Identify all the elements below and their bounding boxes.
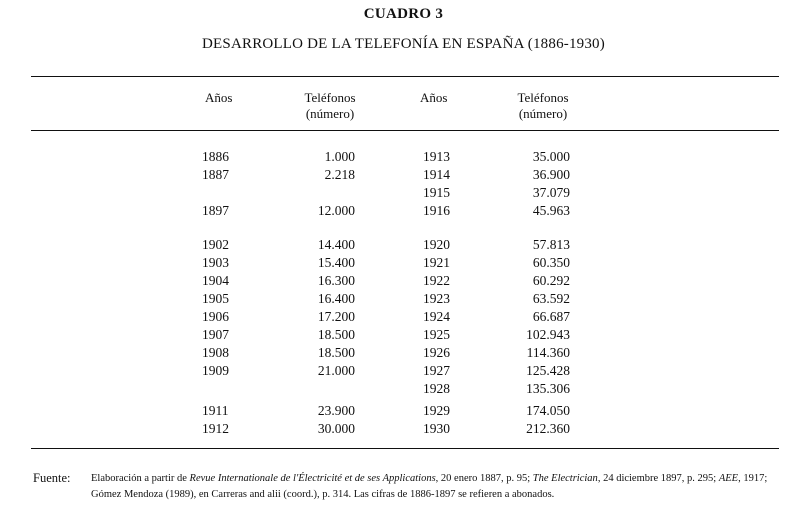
header-rule: [31, 130, 779, 131]
phones-cell: 23.900: [317, 403, 355, 418]
phones-cell: 60.292: [532, 273, 570, 288]
year-cell: 1902: [202, 237, 229, 252]
source-text: [91, 471, 791, 502]
year-cell: 1929: [423, 403, 450, 418]
year-cell: 1897: [202, 203, 229, 218]
table-label: CUADRO 3: [363, 6, 444, 22]
source-italic-1: Revue Internationale de l'Électricité et de ses Applications: [189, 473, 436, 484]
phones-cell: 114.360: [526, 345, 570, 360]
header-phones-left-line1: Teléfonos: [304, 90, 356, 105]
phones-cell: 30.000: [317, 421, 355, 436]
phones-cell: 36.900: [532, 167, 570, 182]
year-cell: 1915: [423, 185, 450, 200]
phones-cell: 212.360: [526, 421, 570, 436]
phones-cell: 125.428: [526, 363, 570, 378]
header-years-right: Años: [420, 90, 448, 105]
header-phones-right-line2: (número): [518, 106, 568, 121]
phones-cell: 37.079: [532, 185, 570, 200]
year-cell: 1921: [423, 255, 450, 270]
phones-cell: 66.687: [532, 309, 570, 324]
year-cell: 1923: [423, 291, 450, 306]
source-text-2: , 20 enero 1887, p. 95;: [435, 473, 533, 484]
year-cell: 1906: [202, 309, 229, 324]
phones-cell: 135.306: [526, 381, 570, 396]
phones-cell: 16.300: [317, 273, 355, 288]
header-years-left: Años: [205, 90, 233, 105]
source-text-3: , 24 diciembre 1897, p. 295;: [597, 473, 719, 484]
phones-cell: 17.200: [317, 309, 355, 324]
header-phones-right-line1: Teléfonos: [517, 90, 569, 105]
source-label: Fuente:: [33, 471, 71, 485]
year-cell: 1911: [202, 403, 229, 418]
phones-cell: 63.592: [532, 291, 570, 306]
phones-cell: 14.400: [317, 237, 355, 252]
year-cell: 1907: [202, 327, 229, 342]
year-cell: 1928: [423, 381, 450, 396]
phones-cell: 15.400: [317, 255, 355, 270]
source-italic-3: AEE: [718, 473, 739, 484]
year-cell: 1909: [202, 363, 229, 378]
bottom-rule: [31, 448, 779, 449]
phones-cell: 21.000: [317, 363, 355, 378]
year-cell: 1926: [423, 345, 450, 360]
phones-cell: 12.000: [317, 203, 355, 218]
header-phones-left-line2: (número): [305, 106, 355, 121]
source-text-1: Elaboración a partir de: [91, 473, 190, 484]
top-rule: [31, 76, 779, 77]
phones-cell: 16.400: [317, 291, 355, 306]
year-cell: 1920: [423, 237, 450, 252]
table-title: DESARROLLO DE LA TELEFONÍA EN ESPAÑA (1886-1930): [202, 36, 605, 52]
year-cell: 1908: [202, 345, 229, 360]
phones-cell: 174.050: [526, 403, 570, 418]
phones-cell: 57.813: [532, 237, 570, 252]
year-cell: 1904: [202, 273, 229, 288]
year-cell: 1922: [423, 273, 450, 288]
phones-cell: 35.000: [532, 149, 570, 164]
source-text-4: , 1917; Gómez Mendoza (1989), en Carreras and alii (coord.), p. 314. Las cifras de 1886-1897 se refieren a abonados.: [91, 473, 768, 500]
year-cell: 1903: [202, 255, 229, 270]
phones-cell: 18.500: [317, 327, 355, 342]
phones-cell: 2.218: [324, 167, 355, 182]
year-cell: 1924: [423, 309, 450, 324]
year-cell: 1887: [202, 167, 229, 182]
year-cell: 1886: [202, 149, 229, 164]
phones-cell: 102.943: [526, 327, 570, 342]
year-cell: 1913: [423, 149, 450, 164]
phones-cell: 18.500: [317, 345, 355, 360]
source-italic-2: The Electrician: [532, 473, 598, 484]
year-cell: 1916: [423, 203, 450, 218]
year-cell: 1914: [423, 167, 450, 182]
phones-cell: 45.963: [532, 203, 570, 218]
header-phones-left: [290, 90, 370, 122]
year-cell: 1927: [423, 363, 450, 378]
phones-cell: 1.000: [324, 149, 355, 164]
year-cell: 1925: [423, 327, 450, 342]
phones-cell: 60.350: [532, 255, 570, 270]
year-cell: 1930: [423, 421, 450, 436]
header-phones-right: [503, 90, 583, 122]
year-cell: 1912: [202, 421, 229, 436]
year-cell: 1905: [202, 291, 229, 306]
